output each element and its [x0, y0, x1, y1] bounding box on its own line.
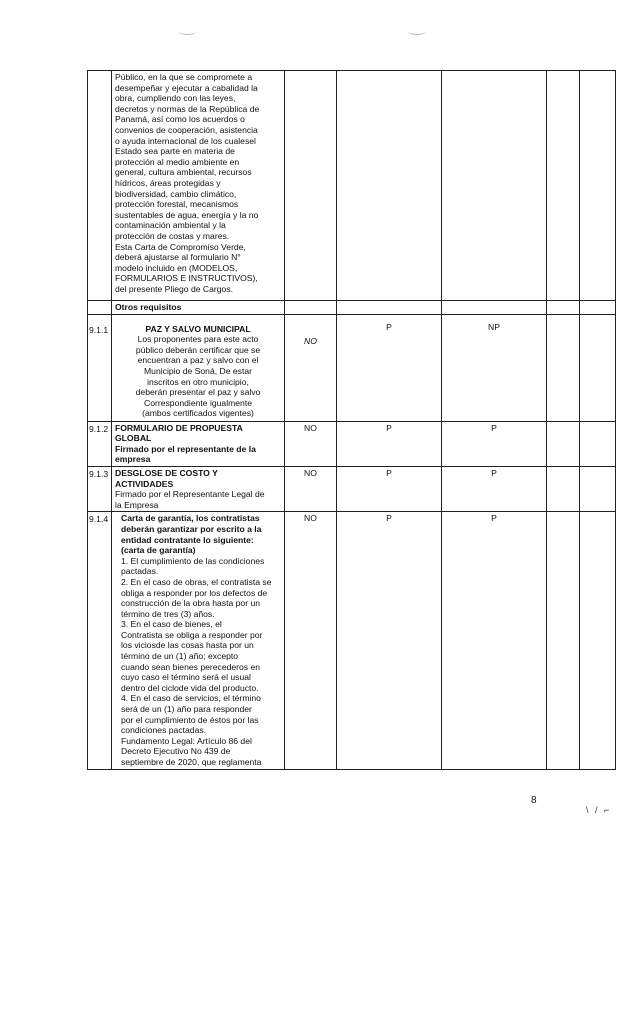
text-line: protección al medio ambiente en: [115, 156, 240, 167]
signature-mark: \ / ⌐: [586, 805, 612, 815]
green-commitment-text: [112, 71, 285, 301]
text-line: empresa: [115, 454, 151, 465]
text-line: inscritos en otro municipio,: [147, 376, 249, 387]
section-heading: Otros requisitos: [115, 302, 182, 312]
text-line: (ambos certificados vigentes): [142, 408, 254, 419]
text-line: término de tres (3) años.: [121, 608, 215, 619]
text-line: protección de costas y mares.: [115, 230, 230, 241]
text-line: Panamá, así como los acuerdos o: [115, 114, 245, 125]
item-number: 9.1.4: [89, 514, 109, 525]
text-line: condiciones pactadas.: [121, 725, 207, 736]
text-line: modelo incluido en (MODELOS,: [115, 262, 238, 273]
text-line: deberá ajustarse al formulario N°: [115, 252, 241, 263]
scan-mark-left: [178, 28, 196, 35]
text-line: protección forestal, mecanismos: [115, 199, 239, 210]
table-row: [88, 301, 616, 315]
text-line: desempeñar y ejecutar a cabalidad la: [115, 82, 258, 93]
text-line: ACTIVIDADES: [115, 478, 174, 489]
text-line: 2. En el caso de obras, el contratista se: [121, 576, 272, 587]
value-c: P: [491, 422, 497, 433]
table-row: [88, 71, 616, 301]
text-line: dentro del ciclode vida del producto.: [121, 682, 259, 693]
value-a: NO: [304, 422, 317, 433]
item-number: 9.1.1: [89, 324, 109, 335]
text-line: decretos y normas de la República de: [115, 103, 260, 114]
text-line: público deberán certificar que se: [135, 344, 261, 355]
requirements-table: [87, 70, 616, 770]
text-line: cuando sean bienes perecederos en: [121, 661, 261, 672]
text-line: obliga a responder por los defectos de: [121, 587, 268, 598]
table-row: [88, 421, 616, 466]
text-line: DESGLOSE DE COSTO Y: [115, 467, 218, 478]
text-line: deberán garantizar por escrito a la: [121, 523, 262, 534]
text-line: Estado sea parte en materia de: [115, 146, 235, 157]
table-row: [88, 512, 616, 770]
text-line: será de un (1) año para responder: [121, 704, 252, 715]
text-line: biodiversidad, cambio climático,: [115, 188, 237, 199]
text-line: pactadas.: [121, 566, 159, 577]
item-title: PAZ Y SALVO MUNICIPAL: [145, 323, 251, 334]
text-line: Los proponentes para este acto: [137, 334, 259, 345]
item-number: 9.1.3: [89, 468, 109, 479]
value-b: P: [386, 422, 392, 433]
text-line: encuentran a paz y salvo con el: [137, 355, 259, 366]
value-a: NO: [304, 513, 317, 524]
text-line: los viciosde las cosas hasta por un: [121, 640, 254, 651]
item-number: 9.1.2: [89, 423, 109, 434]
text-line: Carta de garantía, los contratistas: [121, 513, 260, 524]
text-line: 3. En el caso de bienes, el: [121, 619, 222, 630]
page-number: 8: [531, 795, 537, 806]
value-b: P: [386, 321, 392, 332]
text-line: contaminación ambiental y la: [115, 220, 226, 231]
text-line: Decreto Ejecutivo No 439 de: [121, 746, 231, 757]
text-line: término de un (1) año; excepto: [121, 651, 239, 662]
text-line: sustentables de agua, energía y la no: [115, 209, 259, 220]
text-line: por el cumplimiento de éstos por las: [121, 714, 259, 725]
text-line: 1. El cumplimiento de las condiciones: [121, 555, 265, 566]
text-line: 4. En el caso de servicios, el término: [121, 693, 261, 704]
value-a: NO: [304, 335, 317, 346]
text-line: entidad contratante lo siguiente:: [121, 534, 254, 545]
value-c: P: [491, 513, 497, 524]
text-line: convenios de cooperación, asistencia: [115, 124, 258, 135]
text-line: (carta de garantía): [121, 545, 196, 556]
text-line: la Empresa: [115, 499, 159, 510]
text-line: deberán presentar el paz y salvo: [135, 387, 261, 398]
text-line: Público, en la que se compromete a: [115, 72, 253, 82]
text-line: FORMULARIOS E INSTRUCTIVOS),: [115, 273, 258, 284]
value-b: P: [386, 467, 392, 478]
table-row: [88, 314, 616, 421]
text-line: FORMULARIO DE PROPUESTA: [115, 422, 243, 433]
text-line: obra, cumpliendo con las leyes,: [115, 93, 236, 104]
table-row: [88, 466, 616, 511]
text-line: Fundamento Legal: Artículo 86 del: [121, 735, 252, 746]
text-line: hídricos, áreas protegidas y: [115, 177, 221, 188]
scan-mark-right: [408, 28, 426, 35]
text-line: general, cultura ambiental, recursos: [115, 167, 252, 178]
text-line: o ayuda internacional de los cualesel: [115, 135, 256, 146]
text-line: del presente Pliego de Cargos.: [115, 283, 234, 294]
value-c: NP: [488, 321, 500, 332]
text-line: Correspondiente igualmente: [144, 397, 252, 408]
text-line: GLOBAL: [115, 433, 152, 444]
text-line: construcción de la obra hasta por un: [121, 598, 261, 609]
value-a: NO: [304, 467, 317, 478]
value-c: P: [491, 467, 497, 478]
text-line: septiembre de 2020, que reglamenta: [121, 757, 262, 767]
text-line: cuyo caso el término será el usual: [121, 672, 251, 683]
value-b: P: [386, 513, 392, 524]
text-line: Firmado por el representante de la: [115, 443, 256, 454]
text-line: Contratista se obliga a responder por: [121, 629, 263, 640]
text-line: Firmado por el Representante Legal de: [115, 489, 265, 500]
text-line: Esta Carta de Compromiso Verde,: [115, 241, 246, 252]
text-line: Municipio de Soná, De estar: [144, 365, 252, 376]
